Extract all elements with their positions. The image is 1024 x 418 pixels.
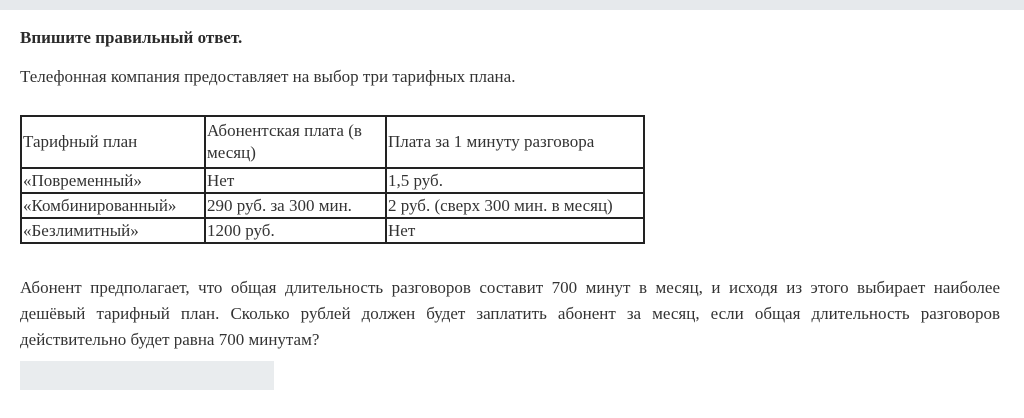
table-header-cell: Тарифный план [21, 116, 205, 168]
table-cell: «Безлимитный» [21, 218, 205, 243]
table-cell: Нет [386, 218, 644, 243]
answer-input[interactable] [20, 361, 274, 390]
table-cell: 1,5 руб. [386, 168, 644, 193]
table-cell: 2 руб. (сверх 300 мин. в месяц) [386, 193, 644, 218]
table-cell: 290 руб. за 300 мин. [205, 193, 386, 218]
table-header-cell: Абонентская плата (в месяц) [205, 116, 386, 168]
table-row [21, 168, 644, 193]
table-header-cell: Плата за 1 минуту разговора [386, 116, 644, 168]
table-cell: Нет [205, 168, 386, 193]
table-row [21, 193, 644, 218]
top-bar [0, 0, 1024, 10]
tariff-table [20, 115, 645, 244]
table-cell: «Повременный» [21, 168, 205, 193]
table-header-row [21, 116, 644, 168]
table-cell: 1200 руб. [205, 218, 386, 243]
table-row [21, 218, 644, 243]
question-text: Абонент предполагает, что общая длительность разговоров составит 700 минут в месяц, и исходя из этого выбирает наиболее дешёвый тарифный план. Сколько рублей должен будет заплатить абонент за месяц, если общая длительность разговоров действительно будет равна 700 минутам? [20, 278, 1000, 349]
instruction-text: Впишите правильный ответ. [20, 28, 243, 47]
table-cell: «Комбинированный» [21, 193, 205, 218]
intro-text: Телефонная компания предоставляет на выбор три тарифных плана. [20, 67, 516, 86]
